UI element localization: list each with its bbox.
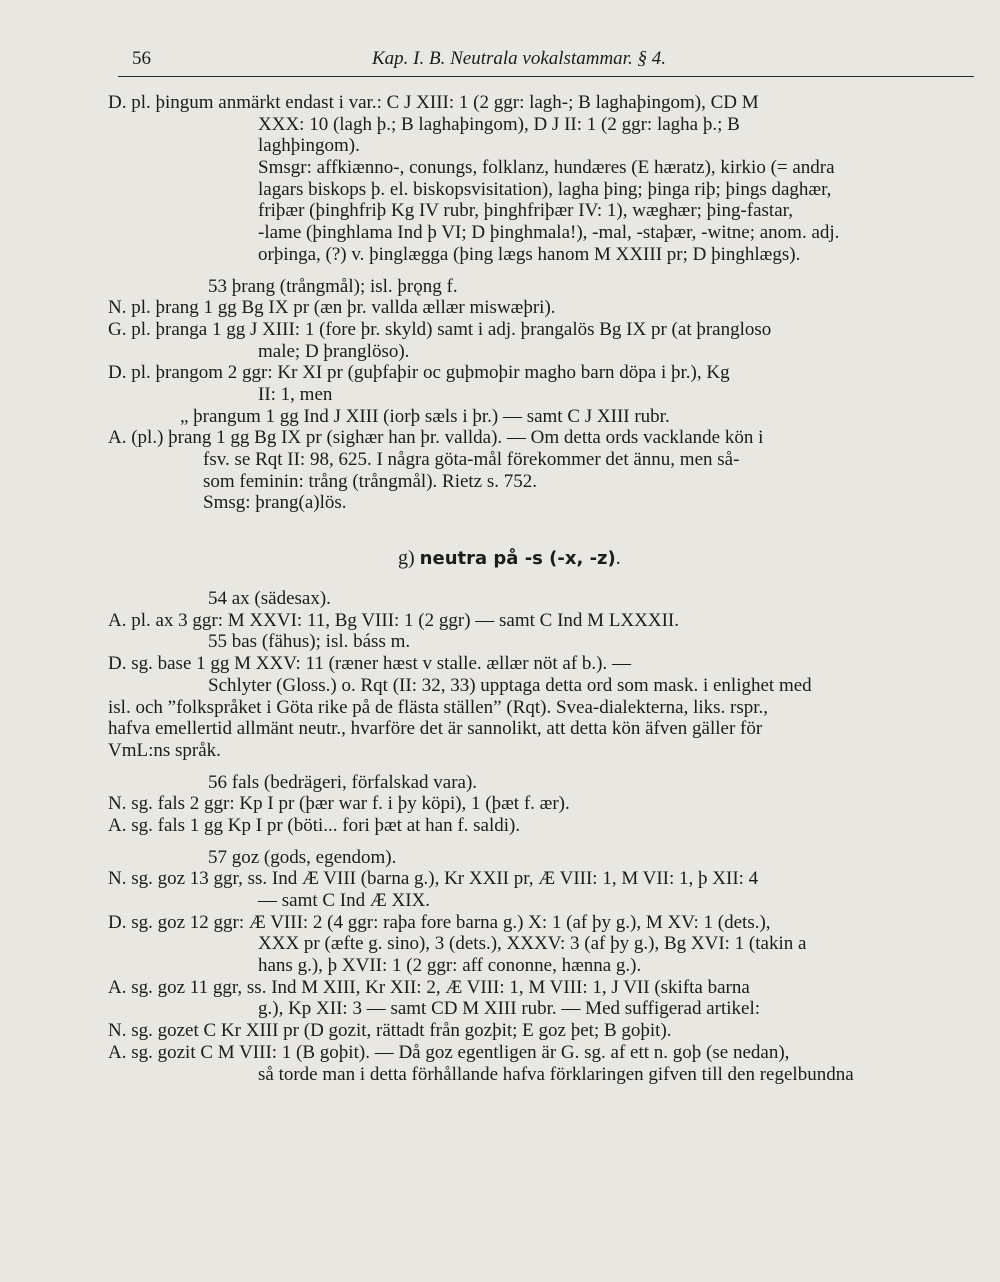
- text-line: — samt C Ind Æ XIX.: [258, 890, 431, 911]
- text-line: A. sg. goz 11 ggr, ss. Ind M XIII, Kr XII: 2, Æ VIII: 1, M VIII: 1, J VII (skifta barna: [108, 976, 750, 998]
- entry-heading: 54 ax (sädesax).: [208, 588, 331, 610]
- text-line: laghþingom).: [258, 135, 360, 157]
- entry-heading: 53 þrang (trångmål); isl. þrǫng f.: [208, 275, 458, 297]
- text-line: A. sg. gozit C M VIII: 1 (B goþit). — Då goz egentligen är G. sg. af ett n. goþ (se nedan),: [108, 1041, 790, 1063]
- text-line: II: 1, men: [258, 383, 333, 405]
- text-line: G. pl. þranga 1 gg J XIII: 1 (fore þr. skyld) samt i adj. þrangalös Bg IX pr (at þrangloso: [108, 318, 772, 340]
- text-line: N. sg. gozet C Kr XIII pr (D gozit, rättadt från gozþit; E goz þet; B goþit).: [108, 1020, 672, 1042]
- text-line: som feminin: trång (trångmål). Rietz s. 752.: [203, 470, 538, 492]
- text-line: g.), Kp XII: 3 — samt CD M XIII rubr. — Med suffigerad artikel:: [258, 998, 760, 1020]
- page-body: [108, 92, 974, 1085]
- text-line: isl. och ”folkspråket i Göta rike på de flästa ställen” (Rqt). Svea-dialekterna, liks. rspr.,: [108, 696, 769, 718]
- text-line: hans g.), þ XVII: 1 (2 ggr: aff cononne, hænna g.).: [258, 955, 642, 977]
- text-line: D. sg. goz 12 ggr: Æ VIII: 2 (4 ggr: raþa fore barna g.) X: 1 (af þy g.), M XV: 1 (dets.),: [108, 911, 771, 933]
- page-header: [132, 46, 974, 74]
- page-number: 56: [132, 48, 151, 69]
- text-line: D. sg. base 1 gg M XXV: 11 (ræner hæst v stalle. ællær nöt af b.). —: [108, 653, 631, 675]
- text-line: A. (pl.) þrang 1 gg Bg IX pr (sighær han þr. vallda). — Om detta ords vacklande kön i: [108, 427, 764, 449]
- text-line: N. sg. fals 2 ggr: Kp I pr (þær war f. i þy köpi), 1 (þæt f. ær).: [108, 793, 570, 815]
- text-line: fsv. se Rqt II: 98, 625. I några göta-mål förekommer det ännu, men så-: [203, 449, 740, 470]
- text-line: male; D þranglöso).: [258, 340, 410, 362]
- text-line: D. pl. þrangom 2 ggr: Kr XI pr (guþfaþir oc guþmoþir magho barn döpa i þr.), Kg: [108, 362, 730, 384]
- entry-heading: 57 goz (gods, egendom).: [208, 846, 397, 868]
- text-line: N. sg. goz 13 ggr, ss. Ind Æ VIII (barna g.), Kr XXII pr, Æ VIII: 1, M VII: 1, þ XII: 4: [108, 868, 759, 890]
- text-line: Schlyter (Gloss.) o. Rqt (II: 32, 33) upptaga detta ord som mask. i enlighet med: [208, 674, 812, 696]
- running-title: Kap. I. B. Neutrala vokalstammar. § 4.: [372, 48, 666, 69]
- entry-heading: 56 fals (bedrägeri, förfalskad vara).: [208, 771, 478, 793]
- entry-heading: 55 bas (fähus); isl. báss m.: [208, 631, 411, 653]
- header-rule: [118, 76, 974, 77]
- text-line: „ þrangum 1 gg Ind J XIII (iorþ sæls i þr.) — samt C J XIII rubr.: [180, 405, 670, 427]
- text-line: Smsg: þrang(a)lös.: [203, 492, 347, 514]
- text-line: D. pl. þingum anmärkt endast i var.: C J XIII: 1 (2 ggr: lagh-; B laghaþingom), CD M: [108, 92, 759, 113]
- text-line: friþær (þinghfriþ Kg IV rubr, þinghfriþær IV: 1), wæghær; þing-fastar,: [258, 200, 793, 222]
- text-line: orþinga, (?) v. þinglægga (þing lægs hanom M XXIII pr; D þinghlægs).: [258, 243, 801, 265]
- text-line: hafva emellertid allmänt neutr., hvarföre det är sannolikt, att detta kön äfven gäller för: [108, 718, 763, 740]
- text-line: lagars biskops þ. el. biskopsvisitation), lagha þing; þinga riþ; þings daghær,: [258, 178, 832, 200]
- text-line: XXX pr (æfte g. sino), 3 (dets.), XXXV: 3 (af þy g.), Bg XVI: 1 (takin a: [258, 933, 807, 955]
- text-line: Smsgr: affkiænno-, conungs, folklanz, hundæres (E hæratz), kirkio (= andra: [258, 157, 835, 179]
- text-line: N. pl. þrang 1 gg Bg IX pr (æn þr. vallda ællær miswæþri).: [108, 297, 556, 319]
- text-line: -lame (þinghlama Ind þ VI; D þinghmala!), -mal, -staþær, -witne; anom. adj.: [258, 222, 840, 244]
- text-line: VmL:ns språk.: [108, 739, 221, 761]
- text-line: så torde man i detta förhållande hafva förklaringen gifven till den regelbundna: [258, 1063, 854, 1085]
- section-heading: g) neutra på -s (-x, -z).: [398, 547, 621, 570]
- text-line: XXX: 10 (lagh þ.; B laghaþingom), D J II: 1 (2 ggr: lagha þ.; B: [258, 113, 740, 135]
- text-line: A. sg. fals 1 gg Kp I pr (böti... fori þæt at han f. saldi).: [108, 814, 521, 836]
- text-line: A. pl. ax 3 ggr: M XXVI: 11, Bg VIII: 1 (2 ggr) — samt C Ind M LXXXII.: [108, 609, 679, 631]
